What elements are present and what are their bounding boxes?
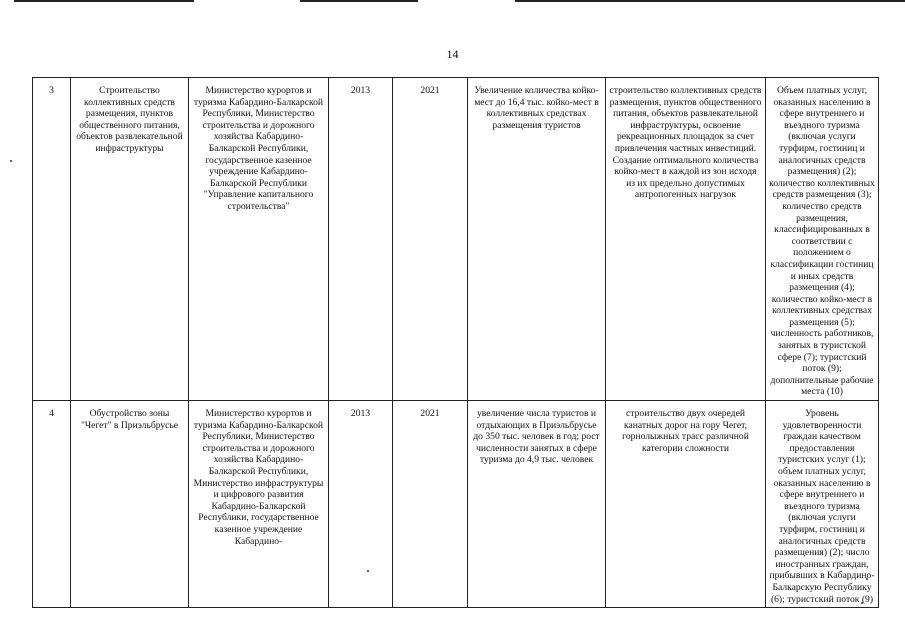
- responsible-cell: Министерство курортов и туризма Кабардино-Балкарской Республики, Министерство строительства и дорожного хозяйства Кабардино-Балкарской Республики, Министерство инфраструктуры и цифрового развития Кабардино-Балкарской Республики, государственное казенное учреждение Кабардино-: [189, 401, 329, 608]
- end-year-cell: 2021: [393, 401, 468, 608]
- scan-edge-line: [300, 0, 418, 2]
- scan-edge-line: [515, 0, 905, 2]
- row-number-cell: 4: [33, 401, 71, 608]
- content-cell: строительство двух очередей канатных дорог на гору Чегет, горнолыжных трасс различной категории сложности: [606, 401, 766, 608]
- content-cell: строительство коллективных средств размещения, пунктов общественного питания, объектов развлекательной инфраструктуры, освоение рекреационных площадок за счет привлечения частных инвестиций. Создание оптимального количества койко-мест в каждой из зон исходя из их предельно допустимых антропогенных нагрузок: [606, 78, 766, 401]
- measure-name-cell: Обустройство зоны "Чегет" в Приэльбрусье: [71, 401, 189, 608]
- page-number: 14: [446, 47, 459, 61]
- table-row: [33, 401, 879, 608]
- indicators-cell: Объем платных услуг, оказанных населению в сфере внутреннего и въездного туризма (включая услуги турфирм, гостиниц и аналогичных средств размещения) (2); количество коллективных средств размещения (3); количество средств размещения, классифицированных в соответствии с положением о классификации гостиниц и иных средств размещения (4); количество койко-мест в коллективных средствах размещения (5); численность работников, занятых в туристской сфере (7); туристский поток (9); дополнительные рабочие места (10): [766, 78, 879, 401]
- expected-result-cell: Увеличение количества койко-мест до 16,4 тыс. койко-мест в коллективных средствах размещения туристов: [468, 78, 606, 401]
- measure-name-cell: Строительство коллективных средств размещения, пунктов общественного питания, объектов развлекательной инфраструктуры: [71, 78, 189, 401]
- responsible-cell: Министерство курортов и туризма Кабардино-Балкарской Республики, Министерство строительства и дорожного хозяйства Кабардино-Балкарской Республики, государственное казенное учреждение Кабардино-Балкарской Республики "Управление капитального строительства": [189, 78, 329, 401]
- expected-result-cell: увеличение числа туристов и отдыхающих в Приэльбрусье до 350 тыс. человек в год; рост численности занятых в сфере туризма до 4,9 тыс. человек: [468, 401, 606, 608]
- row-number-cell: 3: [33, 78, 71, 401]
- program-table: [32, 77, 879, 608]
- table-row: [33, 78, 879, 401]
- indicators-cell: Уровень удовлетворенности граждан качеством предоставления туристских услуг (1); объем платных услуг, оказанных населению в сфере внутреннего и въездного туризма (включая услуги турфирм, гостиниц и аналогичных средств размещения) (2); число иностранных граждан, прибывших в Кабардино-Балкарскую Республику (6); туристский поток (9): [766, 401, 879, 608]
- end-year-cell: 2021: [393, 78, 468, 401]
- start-year-cell: 2013: [329, 78, 393, 401]
- scan-speck: [10, 160, 12, 162]
- scan-edge-line: [14, 0, 194, 2]
- start-year-cell: 2013: [329, 401, 393, 608]
